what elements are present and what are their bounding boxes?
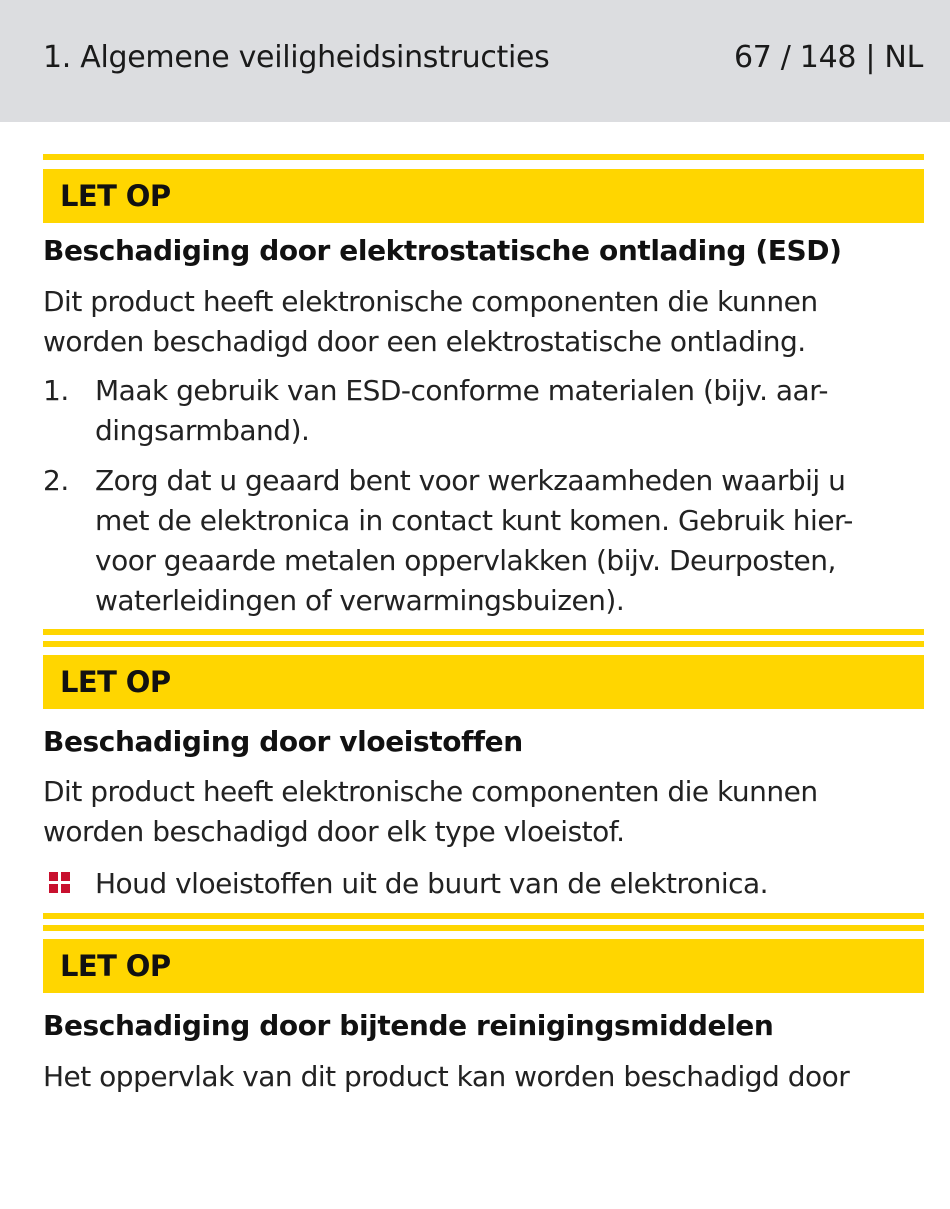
red-square-bullet-icon [49, 872, 71, 894]
page-indicator: 67 / 148 | NL [733, 40, 923, 75]
step-text [95, 371, 935, 451]
notice-rule [43, 913, 924, 919]
step-number: 1. [43, 374, 69, 407]
notice-body [43, 1057, 933, 1097]
notice-label-bar [43, 939, 924, 993]
notice-rule [43, 154, 924, 160]
page-header [0, 0, 950, 122]
notice-label-bar [43, 655, 924, 709]
body-line: worden beschadigd door elk type vloeistof. [43, 815, 625, 848]
notice-label: LET OP [60, 949, 171, 983]
step-text [95, 461, 935, 621]
notice-rule [43, 641, 924, 647]
notice-title: Beschadiging door vloeistoffen [43, 725, 523, 758]
step-line: waterleidingen of verwarmingsbuizen). [95, 584, 625, 617]
step-number: 2. [43, 464, 69, 497]
notice-title: Beschadiging door elektrostatische ontlading (ESD) [43, 234, 842, 267]
step-line: dingsarmband). [95, 414, 310, 447]
notice-title: Beschadiging door bijtende reinigingsmiddelen [43, 1009, 774, 1042]
notice-rule [43, 925, 924, 931]
body-line: worden beschadigd door een elektrostatische ontlading. [43, 325, 806, 358]
step-line: Maak gebruik van ESD-conforme materialen (bijv. aar- [95, 374, 829, 407]
body-line: Dit product heeft elektronische componenten die kunnen [43, 285, 818, 318]
body-line: Het oppervlak van dit product kan worden beschadigd door [43, 1060, 850, 1093]
notice-label-bar [43, 169, 924, 223]
notice-body [43, 282, 933, 362]
notice-rule [43, 629, 924, 635]
notice-body [43, 772, 933, 852]
notice-label: LET OP [60, 179, 171, 213]
bullet-text: Houd vloeistoffen uit de buurt van de elektronica. [95, 867, 769, 900]
notice-label: LET OP [60, 665, 171, 699]
step-line: met de elektronica in contact kunt komen. Gebruik hier- [95, 504, 853, 537]
body-line: Dit product heeft elektronische componenten die kunnen [43, 775, 818, 808]
step-line: Zorg dat u geaard bent voor werkzaamheden waarbij u [95, 464, 846, 497]
notice-cleaners [43, 913, 924, 993]
step-line: voor geaarde metalen oppervlakken (bijv. Deurposten, [95, 544, 836, 577]
notice-esd [43, 154, 924, 223]
section-title: 1. Algemene veiligheidsinstructies [43, 40, 550, 75]
notice-liquids [43, 629, 924, 709]
